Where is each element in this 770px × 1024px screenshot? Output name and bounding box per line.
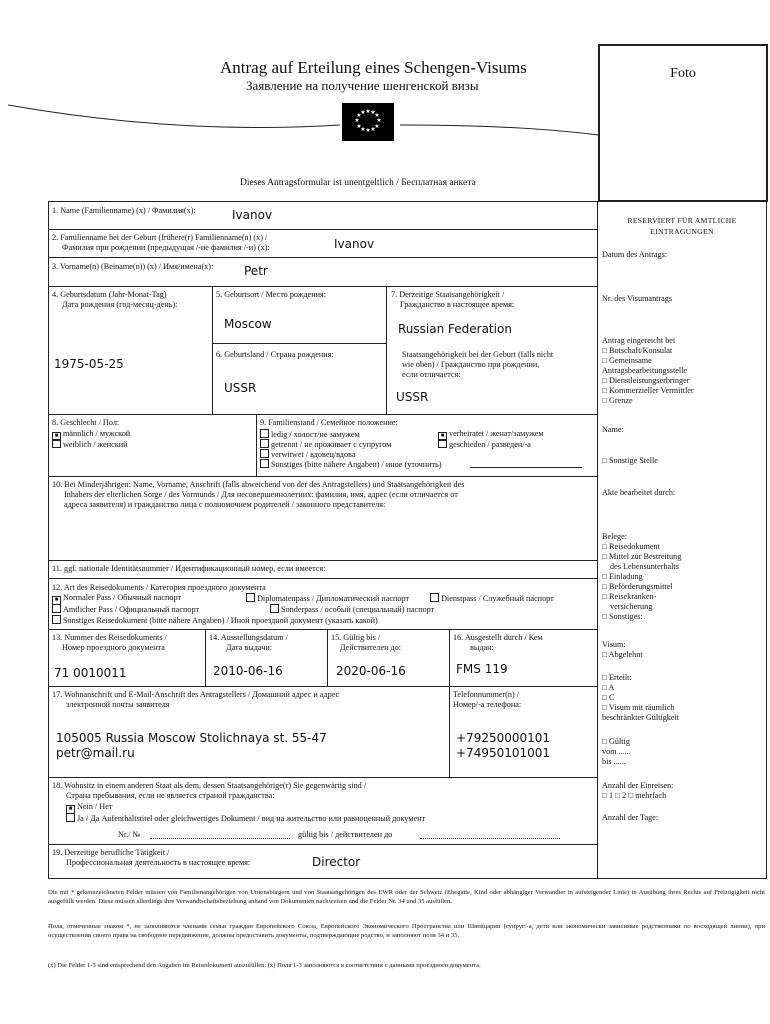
status-other-label: Sonstiges (bitte nähere Angaben) / иное (уточнить): [271, 460, 442, 469]
field-18-label-2: Страна пребывания, если не является страной гражданства:: [66, 791, 275, 800]
row-line: [48, 629, 598, 630]
status-other-line[interactable]: [470, 467, 582, 468]
sex-female-option[interactable]: [52, 439, 128, 450]
doc-official-option[interactable]: [52, 604, 199, 615]
col-line: [386, 286, 387, 414]
checkbox-icon[interactable]: [52, 615, 61, 624]
phone-2-value[interactable]: +74950101001: [456, 746, 551, 760]
side-submitted-list: [602, 336, 766, 406]
col-line: [327, 629, 328, 686]
residence-yes-option[interactable]: [66, 813, 425, 824]
birth-surname-value[interactable]: Ivanov: [334, 237, 375, 251]
field-16-label-de: 16. Ausgestellt durch / Кем: [453, 633, 543, 642]
side-line: □ Gemeinsame: [602, 356, 652, 365]
phone-label-de: Telefonnummer(n) /: [453, 690, 520, 699]
checkbox-checked-icon[interactable]: ■: [438, 432, 447, 441]
side-application-number: Nr. des Visumantrags: [602, 294, 673, 303]
birth-country-value[interactable]: USSR: [224, 381, 257, 395]
side-date-application: Datum des Antrags:: [602, 250, 668, 259]
svg-text:★: ★: [365, 108, 371, 115]
checkbox-icon[interactable]: [246, 593, 255, 602]
checkbox-checked-icon[interactable]: ■: [52, 432, 61, 441]
photo-box: [598, 44, 768, 202]
residence-valid-label: gültig bis / действителен до: [298, 830, 393, 839]
checkbox-icon[interactable]: [52, 604, 61, 613]
side-line: □ Abgelehnt: [602, 650, 643, 659]
doc-official-label: Amtlicher Pass / Официальный паспорт: [63, 605, 200, 614]
side-line: □ Reisekranken-: [602, 592, 657, 601]
footnote-x: (x) Die Felder 1-3 sind entsprechend den Angaben im Reisedokument auszufüllen. (x) Поля 1-3 заполняются в соответствии с данными проездного документа.: [48, 962, 481, 969]
field-7b-label-2: wie oben) / Гражданство при рождении,: [402, 360, 540, 369]
header-swoosh: [0, 95, 600, 155]
first-name-value[interactable]: Petr: [244, 264, 268, 278]
side-line: □ Mittel zur Bestreitung: [602, 552, 682, 561]
side-line: beschränkter Gültigkeit: [602, 713, 680, 722]
col-line: [205, 629, 206, 686]
side-line: Visum:: [602, 640, 626, 649]
doc-other-label: Sonstiges Reisedokument (bitte nähere Angaben) / Иной проездной документ (указать какой): [63, 616, 378, 625]
field-7-label-ru: Гражданство в настоящее время:: [400, 300, 515, 309]
row-line: [48, 578, 598, 579]
checkbox-icon[interactable]: [260, 449, 269, 458]
field-2-label-de: 2. Familienname bei der Geburt (frühere(r) Familienname(n) (x) /: [52, 233, 268, 242]
eu-flag-icon: [342, 103, 394, 141]
doc-diplomat-label: Diplomatenpass / Дипломатический паспорт: [257, 594, 410, 603]
sex-male-label: männlich / мужской: [63, 429, 131, 438]
field-8-label: 8. Geschlecht / Пол:: [52, 418, 120, 427]
residence-number-label: Nr./ №: [118, 830, 141, 839]
photo-label: Foto: [670, 66, 696, 81]
checkbox-icon[interactable]: [52, 439, 61, 448]
row-line: [48, 476, 598, 477]
side-line: □ A: [602, 683, 615, 692]
status-divorced-option[interactable]: [438, 439, 531, 450]
svg-text:★: ★: [374, 112, 380, 119]
surname-value[interactable]: Ivanov: [232, 208, 273, 222]
checkbox-icon[interactable]: [260, 459, 269, 468]
status-separated-label: getrennt / не проживает с супругом: [271, 440, 392, 449]
side-line: □ 1 □ 2 □ mehrfach: [602, 791, 667, 800]
side-line: vom ......: [602, 747, 631, 756]
side-documents-list: [602, 532, 766, 622]
field-10-label-1: 10. Bei Minderjährigen: Name, Vorname, Anschrift (falls abweichend von der des Antragstellers) und Staatsangehörigkeit des: [52, 480, 465, 489]
field-11-label: 11. ggf. nationale Identitätsnummer / Идентификационный номер, если имеется:: [52, 564, 326, 573]
form-title-de: Antrag auf Erteilung eines Schengen-Visums: [220, 58, 527, 77]
free-form-note: Dieses Antragsformular ist unentgeltlich / Бесплатная анкета: [240, 178, 476, 188]
side-issued: [602, 673, 766, 723]
row-line: [48, 414, 598, 415]
svg-text:★: ★: [376, 117, 382, 124]
field-7b-label-3: если отличается:: [402, 370, 461, 379]
field-4-label-ru: Дата рождения (год-месяц-день):: [62, 300, 178, 309]
side-days: Anzahl der Tage:: [602, 813, 659, 822]
side-valid: [602, 737, 631, 767]
footnote-de: Die mit * gekennzeichneten Felder müssen von Familienangehörigen von Unionsbürgern und von Staatsangehörigen des EWR oder der Schweiz (Ehegatte, Kind oder abhängiger Verwandter in aufsteigender Linie) in Ausübung ihres Rechts auf Freizügigkeit nicht ausgefüllt werden. Diese müssen allerdings ihre Verwandtschaftsbeziehung anhand von Dokumenten nachweisen und die Felder Nr. 34 und 35 ausfüllen.: [48, 889, 765, 905]
side-line: □ Grenze: [602, 396, 633, 405]
valid-until-value[interactable]: 2020-06-16: [336, 664, 406, 678]
checkbox-icon[interactable]: [430, 593, 439, 602]
doc-service-option[interactable]: [430, 593, 554, 604]
svg-text:★: ★: [360, 126, 366, 133]
side-line: □ Botschaft/Konsulat: [602, 346, 673, 355]
side-line: □ Sonstiges:: [602, 612, 643, 621]
svg-text:★: ★: [354, 117, 360, 124]
phone-label-ru: Номер/-а телефона:: [453, 700, 522, 709]
doc-special-label: Sonderpass / особый (специальный) паспорт: [281, 605, 435, 614]
side-line: □ Reisedokument: [602, 542, 660, 551]
birth-nationality-value[interactable]: USSR: [396, 390, 429, 404]
doc-diplomat-option[interactable]: [246, 593, 409, 604]
form-title-ru: Заявление на получение шенгенской визы: [246, 78, 479, 93]
field-14-label-de: 14. Ausstellungsdatum /: [209, 633, 288, 642]
field-7b-label-1: Staatsangehörigkeit bei der Geburt (falls nicht: [402, 350, 554, 359]
sex-female-label: weiblich / женский: [63, 440, 128, 449]
checkbox-icon[interactable]: [66, 813, 75, 822]
checkbox-checked-icon[interactable]: ■: [52, 596, 61, 605]
checkbox-checked-icon[interactable]: ■: [66, 805, 75, 814]
side-line: bis ......: [602, 757, 626, 766]
status-divorced-label: geschieden / разведен/-а: [449, 440, 531, 449]
checkbox-icon[interactable]: [270, 604, 279, 613]
col-line: [212, 286, 213, 414]
row-line: [48, 844, 598, 845]
checkbox-icon[interactable]: [260, 429, 269, 438]
side-line: □ Visum mit räumlich: [602, 703, 675, 712]
field-16-label-ru: выдан:: [470, 643, 494, 652]
issued-by-value[interactable]: FMS 119: [456, 662, 508, 676]
footnote-ru: Поля, отмеченные знаком *, не заполняются членами семьи граждан Европейского Союза, Европейского Экономического Пространства или Швейцарии (супруг/-а, дети или экономически зависимые родственники по восходящей линии), при осуществлении своего права на свободное передвижение, должны предоставить документы, подтверждающие родство, и заполняют поля 34 и 35.: [48, 923, 765, 939]
col-line: [449, 686, 450, 777]
row-line: [48, 560, 598, 561]
side-line: Antrag eingereicht bei: [602, 336, 676, 345]
residence-yes-label: Ja / Да Aufenthaltstitel oder gleichwertiges Dokument / вид на жительство или равноценный документ: [77, 814, 426, 823]
side-line: Anzahl der Einreisen:: [602, 781, 674, 790]
birth-date-value[interactable]: 1975-05-25: [54, 357, 124, 371]
col-line: [212, 343, 386, 344]
side-other-office: □ Sonstige Stelle: [602, 456, 658, 465]
field-19-label-de: 19. Derzeitige berufliche Tätigkeit /: [52, 848, 170, 857]
reserved-heading: RESERVIERT FÜR AMTLICHE EINTRAGUNGEN: [627, 216, 737, 236]
doc-normal-label: Normaler Pass / Обычный паспорт: [63, 593, 182, 602]
field-6-label: 6. Geburtsland / Страна рождения:: [216, 350, 334, 359]
row-line: [48, 229, 598, 230]
residence-valid-line[interactable]: [420, 838, 560, 839]
field-7-label-de: 7. Derzeitige Staatsangehörigkeit /: [391, 290, 505, 299]
side-processed-by: Akte bearbeitet durch:: [602, 488, 676, 497]
occupation-value[interactable]: Director: [312, 855, 361, 869]
nationality-value[interactable]: Russian Federation: [398, 322, 512, 336]
email-value[interactable]: petr@mail.ru: [56, 746, 135, 760]
side-line: □ Einladung: [602, 572, 643, 581]
residence-no-label: Nein / Нет: [77, 802, 113, 811]
field-13-label-ru: Номер проездного документа: [62, 643, 165, 652]
svg-text:★: ★: [356, 112, 362, 119]
side-visa: [602, 640, 643, 660]
side-line: □ Dienstleistungserbringer: [602, 376, 690, 385]
home-address-value[interactable]: 105005 Russia Moscow Stolichnaya st. 55-47: [56, 731, 327, 745]
doc-service-label: Dienstpass / Служебный паспорт: [441, 594, 554, 603]
checkbox-icon[interactable]: [438, 439, 447, 448]
field-9-label: 9. Familienstand / Семейное положение:: [260, 418, 398, 427]
field-5-label: 5. Geburtsort / Место рождения:: [216, 290, 327, 299]
status-married-label: verheiratet / женат/замужем: [449, 429, 544, 438]
col-line: [256, 414, 257, 476]
status-single-label: ledig / холост/не замужем: [271, 430, 360, 439]
field-4-label-de: 4. Geburtsdatum (Jahr-Monat-Tag): [52, 290, 167, 299]
residence-number-line[interactable]: [150, 838, 290, 839]
row-line: [48, 286, 598, 287]
field-15-label-de: 15. Gültig bis /: [331, 633, 381, 642]
checkbox-icon[interactable]: [260, 439, 269, 448]
svg-text:★: ★: [356, 123, 362, 130]
row-line: [48, 257, 598, 258]
field-2-label-ru: Фамилия при рождении (предыдущая /-ие фамилия /-и) (x):: [62, 243, 270, 252]
field-17-label-1: 17. Wohnanschrift und E-Mail-Anschrift des Antragstellers / Домашний адрес и адрес: [52, 690, 340, 699]
field-15-label-ru: Действителен до:: [340, 643, 402, 652]
side-line: □ Beförderungsmittel: [602, 582, 673, 591]
phone-1-value[interactable]: +79250000101: [456, 731, 551, 745]
field-10-label-2: Inhabers der elterlichen Sorge / des Vormunds / Для несовершеннолетних: фамилия, имя, адрес (если отличается от: [64, 490, 458, 499]
side-name: Name:: [602, 425, 624, 434]
field-10-label-3: адреса заявителя) и гражданство лица с полномочием родителей / законного представителя:: [64, 500, 386, 509]
side-line: □ Kommerzieller Vermittler: [602, 386, 694, 395]
status-other-option[interactable]: [260, 459, 442, 470]
field-14-label-ru: Дата выдачи:: [226, 643, 272, 652]
field-19-label-ru: Профессиональная деятельность в настоящее время:: [66, 858, 251, 867]
side-entries: [602, 781, 673, 801]
svg-text:★: ★: [370, 126, 376, 133]
svg-text:★: ★: [370, 109, 376, 116]
status-widowed-label: verwitwet / вдовец/вдова: [271, 450, 356, 459]
field-18-label-1: 18. Wohnsitz in einem anderen Staat als dem, dessen Staatsangehörige(r) Sie gegenwärtig sind /: [52, 781, 367, 790]
row-line: [48, 777, 598, 778]
side-line: □ Erteilt:: [602, 673, 632, 682]
side-line: Belege:: [602, 532, 628, 541]
field-17-label-2: электронной почты заявителя: [66, 700, 170, 709]
side-line: □ C: [602, 693, 615, 702]
field-13-label-de: 13. Nummer des Reisedokuments /: [52, 633, 167, 642]
side-line: des Lebensunterhalts: [610, 562, 679, 571]
side-line: versicherung: [610, 602, 653, 611]
doc-other-option[interactable]: [52, 615, 378, 626]
field-1-label: 1. Name (Familienname) (x) / Фамилия(x):: [52, 206, 196, 215]
issue-date-value[interactable]: 2010-06-16: [213, 664, 283, 678]
birth-place-value[interactable]: Moscow: [224, 317, 272, 331]
side-line: Antragsbearbeitungsstelle: [602, 366, 688, 375]
field-3-label: 3. Vorname(n) (Beiname(n)) (x) / Имя/имена(x):: [52, 262, 214, 271]
col-line: [449, 629, 450, 686]
passport-number-value[interactable]: 71 0010011: [54, 666, 127, 680]
row-line: [48, 686, 598, 687]
doc-special-option[interactable]: [270, 604, 434, 615]
svg-text:★: ★: [365, 127, 371, 134]
side-line: □ Gültig: [602, 737, 630, 746]
svg-text:★: ★: [360, 109, 366, 116]
svg-text:★: ★: [374, 123, 380, 130]
field-12-label: 12. Art des Reisedokuments / Категория проездного документа: [52, 583, 266, 592]
